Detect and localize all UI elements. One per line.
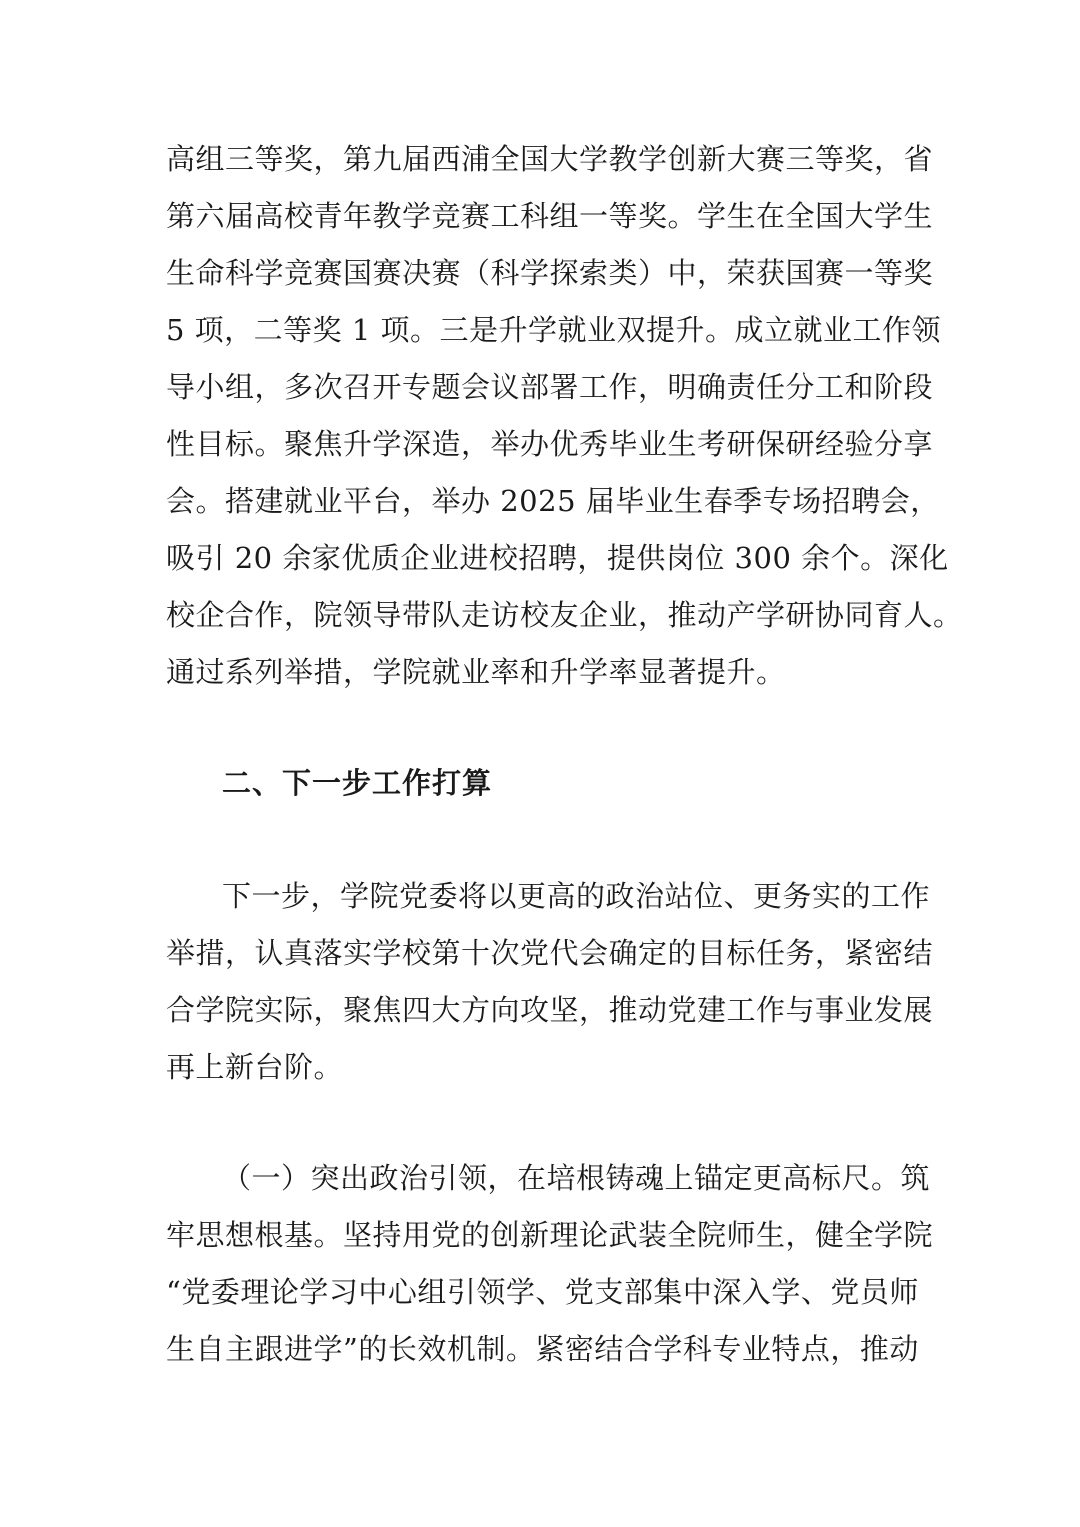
paragraph-2-line-3: 合学院实际，聚焦四大方向攻坚，推动党建工作与事业发展 xyxy=(166,993,934,1027)
paragraph-2-line-1: 下一步，学院党委将以更高的政治站位、更务实的工作 xyxy=(222,879,931,913)
paragraph-1-line-2: 第六届高校青年教学竞赛工科组一等奖。学生在全国大学生 xyxy=(166,199,934,233)
paragraph-2-line-2: 举措，认真落实学校第十次党代会确定的目标任务，紧密结 xyxy=(166,936,934,970)
paragraph-3-line-2: 牢思想根基。坚持用党的创新理论武装全院师生，健全学院 xyxy=(166,1218,934,1252)
paragraph-1-line-9: 校企合作，院领导带队走访校友企业，推动产学研协同育人。 xyxy=(166,598,963,632)
paragraph-3-line-1: （一）突出政治引领，在培根铸魂上锚定更高标尺。筑 xyxy=(222,1161,931,1195)
paragraph-1-line-3: 生命科学竞赛国赛决赛（科学探索类）中，荣获国赛一等奖 xyxy=(166,256,934,290)
section-heading: 二、下一步工作打算 xyxy=(222,766,493,800)
paragraph-1-line-10: 通过系列举措，学院就业率和升学率显著提升。 xyxy=(166,655,786,689)
paragraph-1-line-7: 会。搭建就业平台，举办 2025 届毕业生春季专场招聘会， xyxy=(166,484,940,518)
paragraph-3-line-4: 生自主跟进学”的长效机制。紧密结合学科专业特点，推动 xyxy=(166,1332,919,1366)
paragraph-1-line-6: 性目标。聚焦升学深造，举办优秀毕业生考研保研经验分享 xyxy=(166,427,934,461)
paragraph-3-line-3: “党委理论学习中心组引领学、党支部集中深入学、党员师 xyxy=(166,1275,919,1309)
paragraph-1-line-4: 5 项，二等奖 1 项。三是升学就业双提升。成立就业工作领 xyxy=(166,313,942,347)
paragraph-1-line-1: 高组三等奖，第九届西浦全国大学教学创新大赛三等奖，省 xyxy=(166,142,934,176)
paragraph-1-line-5: 导小组，多次召开专题会议部署工作，明确责任分工和阶段 xyxy=(166,370,934,404)
paragraph-1-line-8: 吸引 20 余家优质企业进校招聘，提供岗位 300 余个。深化 xyxy=(166,541,949,575)
paragraph-2-line-4: 再上新台阶。 xyxy=(166,1050,344,1084)
